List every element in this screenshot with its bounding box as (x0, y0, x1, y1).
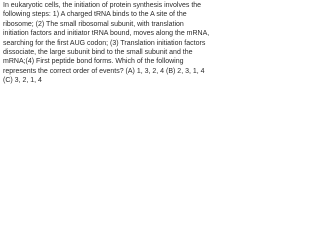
question-text: In eukaryotic cells, the initiation of protein synthesis involves the following steps: 1) A charged tRNA binds to the A site of the ribosome; (2) The small ribosomal subunit, with translation initiation factors and initiator tRNA bound, moves along the mRNA, searching for the first AUG codon; (3) Translation initiation factors dissociate, the large subunit bind to the small subunit and the mRNA;(4) First peptide bond forms. Which of the following represents the correct order of events? (A) 1, 3, 2, 4 (B) 2, 3, 1, 4 (C) 3, 2, 1, 4 (3, 2, 210, 85)
question-card (0, 0, 213, 88)
